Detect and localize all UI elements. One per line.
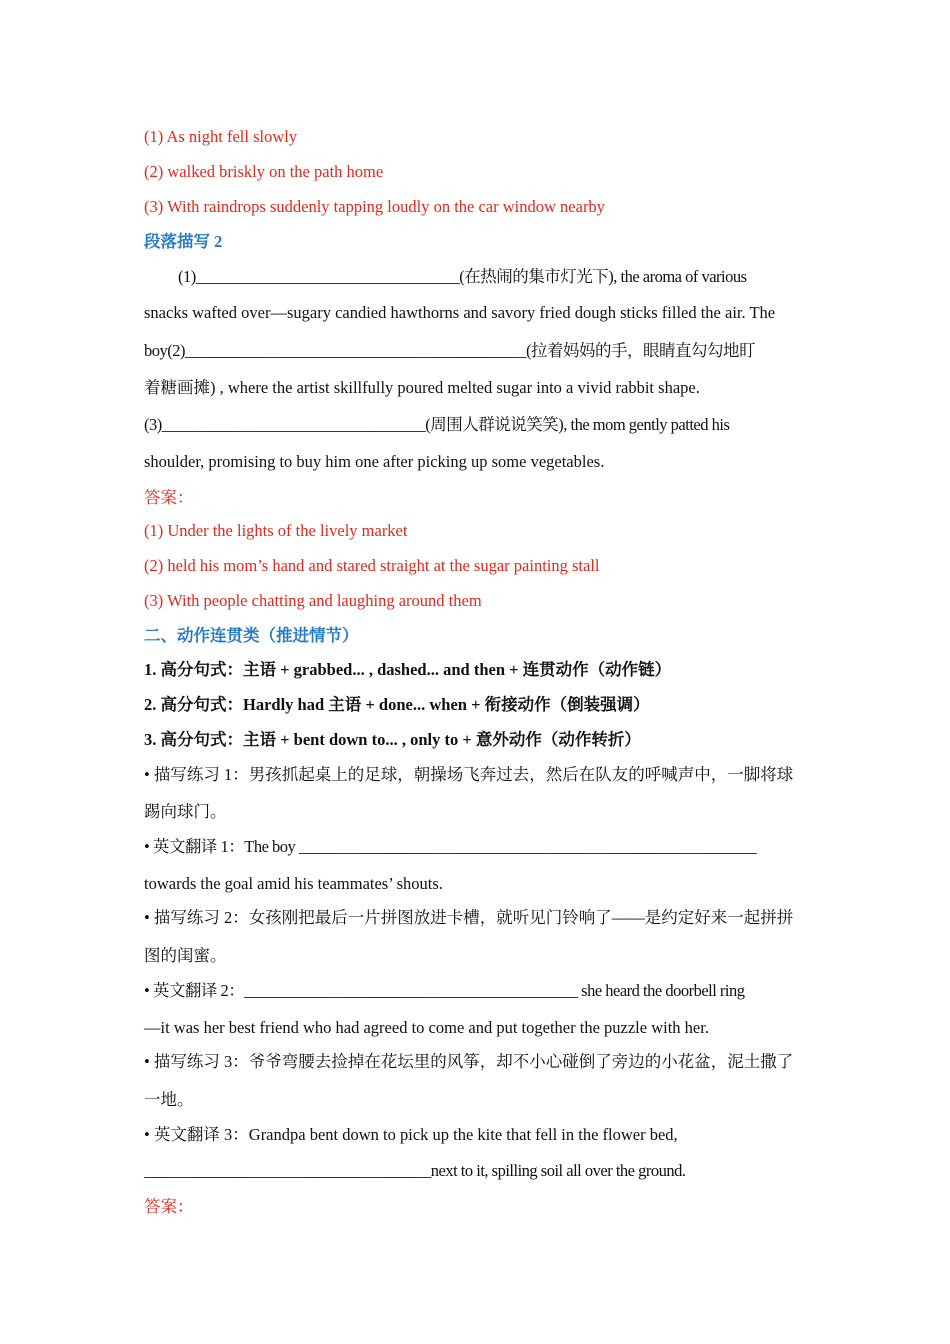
paragraph-line: snacks wafted over—sugary candied hawthorns and savory fried dough sticks filled the air. The: [144, 303, 776, 322]
exercise-line: towards the goal amid his teammates’ shouts.: [144, 874, 443, 893]
exercise-line: —it was her best friend who had agreed to come and put together the puzzle with her.: [144, 1018, 709, 1037]
exercise-line: 一地。: [144, 1090, 194, 1109]
answer-line: (3) With people chatting and laughing around them: [144, 591, 482, 610]
paragraph-line: boy(2)____________________________________________(拉着妈妈的手，眼睛直勾勾地盯: [144, 341, 755, 360]
exercise-line: • 英文翻译 3：Grandpa bent down to pick up the kite that fell in the flower bed,: [144, 1125, 678, 1144]
exercise-line: • 描写练习 2：女孩刚把最后一片拼图放进卡槽，就听见门铃响了——是约定好来一起拼拼: [144, 908, 794, 927]
paragraph-line: (1)__________________________________(在热闹的集市灯光下), the aroma of various: [178, 267, 747, 286]
paragraph-line: (3)__________________________________(周围人群说说笑笑), the mom gently patted his: [144, 415, 730, 434]
exercise-line: • 英文翻译 1：The boy ___________________________________________________________: [144, 837, 757, 856]
paragraph-line: 着糖画摊) , where the artist skillfully poured melted sugar into a vivid rabbit shape.: [144, 378, 700, 397]
exercise-line: 图的闺蜜。: [144, 946, 227, 965]
exercise-line: 踢向球门。: [144, 802, 227, 821]
section-heading: 二、动作连贯类（推进情节）: [144, 626, 359, 645]
answer-line: (1) Under the lights of the lively market: [144, 521, 408, 540]
answer-label: 答案：: [144, 488, 194, 507]
exercise-line: • 描写练习 3：爷爷弯腰去捡掉在花坛里的风筝，却不小心碰倒了旁边的小花盆，泥土撒了: [144, 1052, 794, 1071]
answer-label: 答案：: [144, 1197, 194, 1216]
paragraph-line: shoulder, promising to buy him one after picking up some vegetables.: [144, 452, 605, 471]
sentence-pattern: 3. 高分句式：主语 + bent down to... , only to + 意外动作（动作转折）: [144, 730, 641, 749]
answer-line: (2) walked briskly on the path home: [144, 162, 384, 181]
answer-line: (3) With raindrops suddenly tapping loudly on the car window nearby: [144, 197, 605, 216]
exercise-line: • 描写练习 1：男孩抓起桌上的足球，朝操场飞奔过去，然后在队友的呼喊声中，一脚将球: [144, 765, 794, 784]
answer-line: (2) held his mom’s hand and stared straight at the sugar painting stall: [144, 556, 600, 575]
sentence-pattern: 2. 高分句式：Hardly had 主语 + done... when + 衔接动作（倒装强调）: [144, 695, 650, 714]
sentence-pattern: 1. 高分句式：主语 + grabbed... , dashed... and then + 连贯动作（动作链）: [144, 660, 672, 679]
exercise-line: • 英文翻译 2：___________________________________________ she heard the doorbell ring: [144, 981, 745, 1000]
section-heading: 段落描写 2: [144, 232, 223, 251]
exercise-line: _____________________________________next to it, spilling soil all over the ground.: [144, 1161, 686, 1180]
answer-line: (1) As night fell slowly: [144, 127, 298, 146]
